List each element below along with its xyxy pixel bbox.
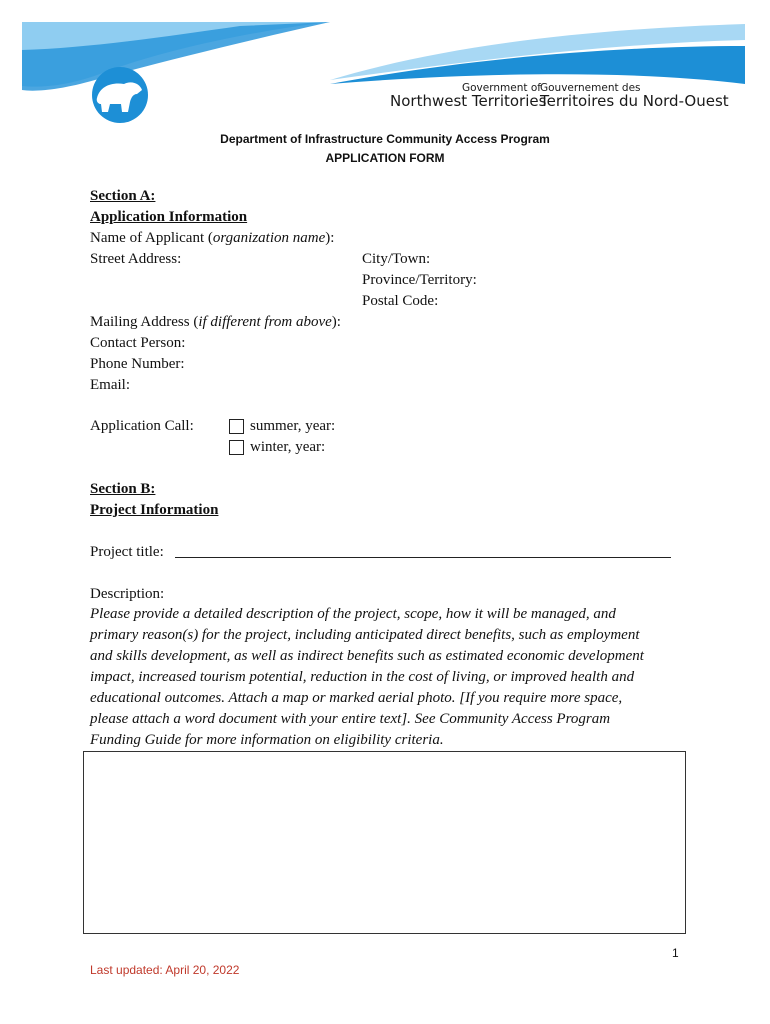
section-a-heading: Section A: [90,188,156,204]
description-line: and skills development, as well as indirect benefits such as estimated economic development [90,648,644,664]
gov-fr-small: Gouvernement des [540,82,641,94]
polar-bear-logo [92,67,148,123]
description-instructions [90,604,690,751]
project-title-label: Project title: [90,544,164,560]
email-label: Email: [90,377,130,393]
street-address-label: Street Address: [90,251,182,267]
description-line: educational outcomes. Attach a map or marked aerial photo. [If you require more space, [90,690,623,706]
description-label: Description: [90,586,165,602]
gov-en-small: Government of [462,82,541,94]
description-line: please attach a word document with your entire text]. See Community Access Program [90,711,611,727]
section-a-subheading: Application Information [90,209,248,225]
description-line: Please provide a detailed description of the project, scope, how it will be managed, and [90,606,616,622]
postal-code-label: Postal Code: [362,293,439,309]
form-title: APPLICATION FORM [325,151,445,165]
mailing-address-label: Mailing Address (if different from above): [90,314,341,330]
description-line: Funding Guide for more information on eligibility criteria. [90,732,444,748]
contact-person-label: Contact Person: [90,335,186,351]
winter-checkbox[interactable] [229,440,244,455]
last-updated: Last updated: April 20, 2022 [90,963,240,977]
page-number: 1 [672,946,679,960]
description-textbox[interactable] [83,751,686,934]
summer-checkbox[interactable] [229,419,244,434]
gov-en-big: Northwest Territories [390,92,547,110]
city-label: City/Town: [362,251,431,267]
section-b-heading: Section B: [90,481,156,497]
project-title-input[interactable] [175,557,671,558]
header-banner [0,0,770,130]
gov-fr-big: Territoires du Nord-Ouest [540,92,729,110]
province-label: Province/Territory: [362,272,477,288]
description-line: primary reason(s) for the project, including anticipated direct benefits, such as employment [90,627,640,643]
applicant-name-label: Name of Applicant (organization name): [90,230,335,246]
section-b-subheading: Project Information [90,502,219,518]
winter-year-label: winter, year: [250,439,326,455]
description-line: impact, increased tourism potential, reduction in the cost of living, or improved health and [90,669,635,685]
summer-year-label: summer, year: [250,418,336,434]
application-call-label: Application Call: [90,418,194,434]
phone-number-label: Phone Number: [90,356,185,372]
department-title: Department of Infrastructure Community Access Program [220,132,550,146]
